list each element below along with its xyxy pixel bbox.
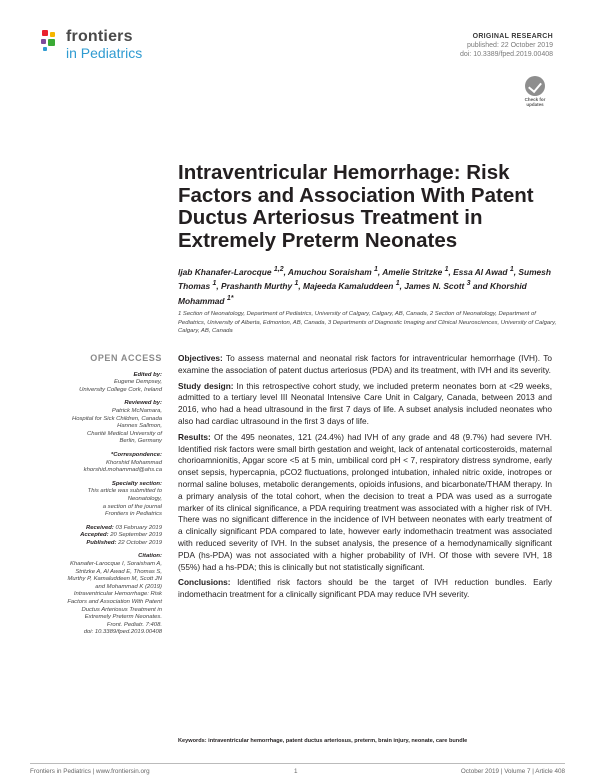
received-date: Received: 03 February 2019 xyxy=(86,524,162,531)
citation-line: Front. Pediatr. 7:408. xyxy=(106,621,162,628)
specialty-line: a section of the journal xyxy=(102,503,162,510)
reviewer-line: Hannes Sallmon, xyxy=(117,423,162,430)
citation-line: Murthy P, Kamaluddeen M, Scott JN xyxy=(67,576,162,583)
published-date-sidebar: Published: 22 October 2019 xyxy=(86,539,162,546)
citation-line: and Mohammad K (2019) xyxy=(95,583,162,590)
specialty-heading: Specialty section: xyxy=(111,480,162,487)
frontiers-logo-icon xyxy=(40,29,64,53)
editor-name: Eugene Dempsey, xyxy=(113,379,162,386)
abstract-study-design: Study design: In this retrospective cohort study, we included preterm neonates born at <29 weeks, admitted to a tertiary level III Neonatal Intensive Care Unit in Calgary, Canada, between 2013 and 2016, who had a head ultrasound in the first 7 days of life. A subset analysis included neonates who also had cardiac ultrasound in the first 3 days of life. xyxy=(178,380,552,426)
keywords: Keywords: intraventricular hemorrhage, patent ductus arteriosus, preterm, brain injury, neonate, care bundle xyxy=(178,738,468,744)
check-updates-label-2: updates xyxy=(526,102,544,107)
article-doi[interactable]: doi: 10.3389/fped.2019.00408 xyxy=(459,51,553,58)
check-mark-icon xyxy=(525,76,545,96)
footer-journal-link[interactable]: Frontiers in Pediatrics | www.frontiersin.org xyxy=(30,768,150,775)
citation-line: Ductus Arteriosus Treatment in xyxy=(81,606,162,613)
open-access-label: OPEN ACCESS xyxy=(90,353,162,363)
reviewer-line: Charité Medical University of xyxy=(87,430,162,437)
footer-issue-info: October 2019 | Volume 7 | Article 408 xyxy=(460,768,565,775)
reviewer-line: Hospital for Sick Children, Canada xyxy=(71,415,162,422)
article-type: ORIGINAL RESEARCH xyxy=(472,33,553,40)
abstract xyxy=(178,353,552,605)
abstract-results: Results: Of the 495 neonates, 121 (24.4%) had IVH of any grade and 48 (9.7%) had severe IVH. Identified risk factors were small birth gestation and weight, lack of antenatal corticosteroids, maternal chorioamnionitis, Apgar score <5 at 5 min, umbilical cord pH < 7, respiratory distress syndrome, early onset sepsis, hypercapnia, pCO2 fluctuations, prolonged intubation, inhaled nitric oxide, inotropes or normal saline boluses, metabolic derangements, opioids infusions, and bicarbonate/THAM therapy. In a primary analysis of the total cohort, when the decision to treat a PDA was used as a surrogate marker of its clinical significance, a PDA requiring treatment was associated with a higher risk of IVH. There was no significant difference in the incidence of IVH between neonates with early treatment of a clinically significant PDA compared to late, however early indomethacin treatment was associated with reduced severity of IVH. In the subset analysis, the presence of a hemodynamically significant PDA (hs-PDA) was not associated with a higher probability of IVH. Of those with severe IVH, 18 (55%) had a hs-PDA; this is clinically but not statistically significant. xyxy=(178,431,552,572)
specialty-block xyxy=(30,481,162,519)
affiliations: 1 Section of Neonatology, Department of Pediatrics, University of Calgary, Calgary, AB, Canada, 2 Section of Neonatology, Department of Pediatrics, University of Alberta, Edmonton, AB, Canada, 3 Departments of Diagnostic Imaging and Clinical Neurosciences, University of Calgary, Calgary, AB, Canada xyxy=(178,311,557,335)
citation-line: Stritzke A, Al Awad E, Thomas S, xyxy=(75,568,162,575)
accepted-date: Accepted: 20 September 2019 xyxy=(80,532,162,539)
edited-by-block xyxy=(30,372,162,395)
page-number: 1 xyxy=(294,768,298,775)
published-date: published: 22 October 2019 xyxy=(466,42,553,49)
correspondence-name: Khorshid Mohammad xyxy=(106,459,162,466)
specialty-line: Frontiers in Pediatrics xyxy=(105,511,162,518)
specialty-line: Neonatology, xyxy=(127,495,162,502)
reviewer-line: Patrick McNamara, xyxy=(111,407,162,414)
author-list: Ijab Khanafer-Larocque $^{1,2}$, Amuchou Soraisham $^1$, Amelie Stritzke $^1$, Essa Al Awad $^1$, Sumesh Thomas $^1$, Prashanth Murthy $^1$, Majeeda Kamaluddeen $^1$, James N. Scott $^3$ and Khorshid Mohammad $^{1*}$ xyxy=(178,266,551,306)
article-header xyxy=(460,32,553,59)
check-for-updates-button[interactable] xyxy=(521,76,549,106)
correspondence-heading: *Correspondence: xyxy=(110,451,162,458)
abstract-conclusions: Conclusions: Identified risk factors should be the target of IVH reduction bundles. Early indomethacin treatment for a clinically significant PDA may reduce IVH severity. xyxy=(178,577,552,600)
abstract-objectives: Objectives: To assess maternal and neonatal risk factors for intraventricular hemorrhage (IVH). To examine the association of patent ductus arteriosus (PDA) and its treatment, with IVH and its severity. xyxy=(178,353,553,375)
citation-line: Factors and Association With Patent xyxy=(67,599,162,606)
dates-block xyxy=(30,525,162,548)
article-title: Intraventricular Hemorrhage: Risk Factors and Association With Patent Ductus Arteriosus Treatment in Extremely Preterm Neonates xyxy=(178,161,534,252)
citation-heading: Citation: xyxy=(138,553,162,560)
article-info-sidebar xyxy=(30,355,162,643)
specialty-line: This article was submitted to xyxy=(87,488,162,495)
correspondence-email-link[interactable]: khorshid.mohammad@ahs.ca xyxy=(83,467,162,474)
footer-divider xyxy=(30,763,565,764)
citation-doi-link[interactable]: doi: 10.3389/fped.2019.00408 xyxy=(83,629,162,636)
reviewed-by-block xyxy=(30,400,162,446)
editor-affiliation: University College Cork, Ireland xyxy=(79,386,162,393)
logo-brand: frontiers xyxy=(66,28,133,45)
edited-by-heading: Edited by: xyxy=(133,371,162,378)
citation-line: Intraventricular Hemorrhage: Risk xyxy=(73,591,162,598)
reviewed-by-heading: Reviewed by: xyxy=(124,400,162,407)
citation-block xyxy=(30,553,162,637)
reviewer-line: Berlin, Germany xyxy=(119,438,162,445)
correspondence-block xyxy=(30,452,162,475)
citation-line: Extremely Preterm Neonates. xyxy=(84,614,162,621)
logo-journal: in Pediatrics xyxy=(66,45,143,61)
journal-logo[interactable] xyxy=(40,28,180,64)
check-updates-label: Check for xyxy=(524,97,546,102)
citation-line: Khanafer-Larocque I, Soraisham A, xyxy=(69,561,162,568)
